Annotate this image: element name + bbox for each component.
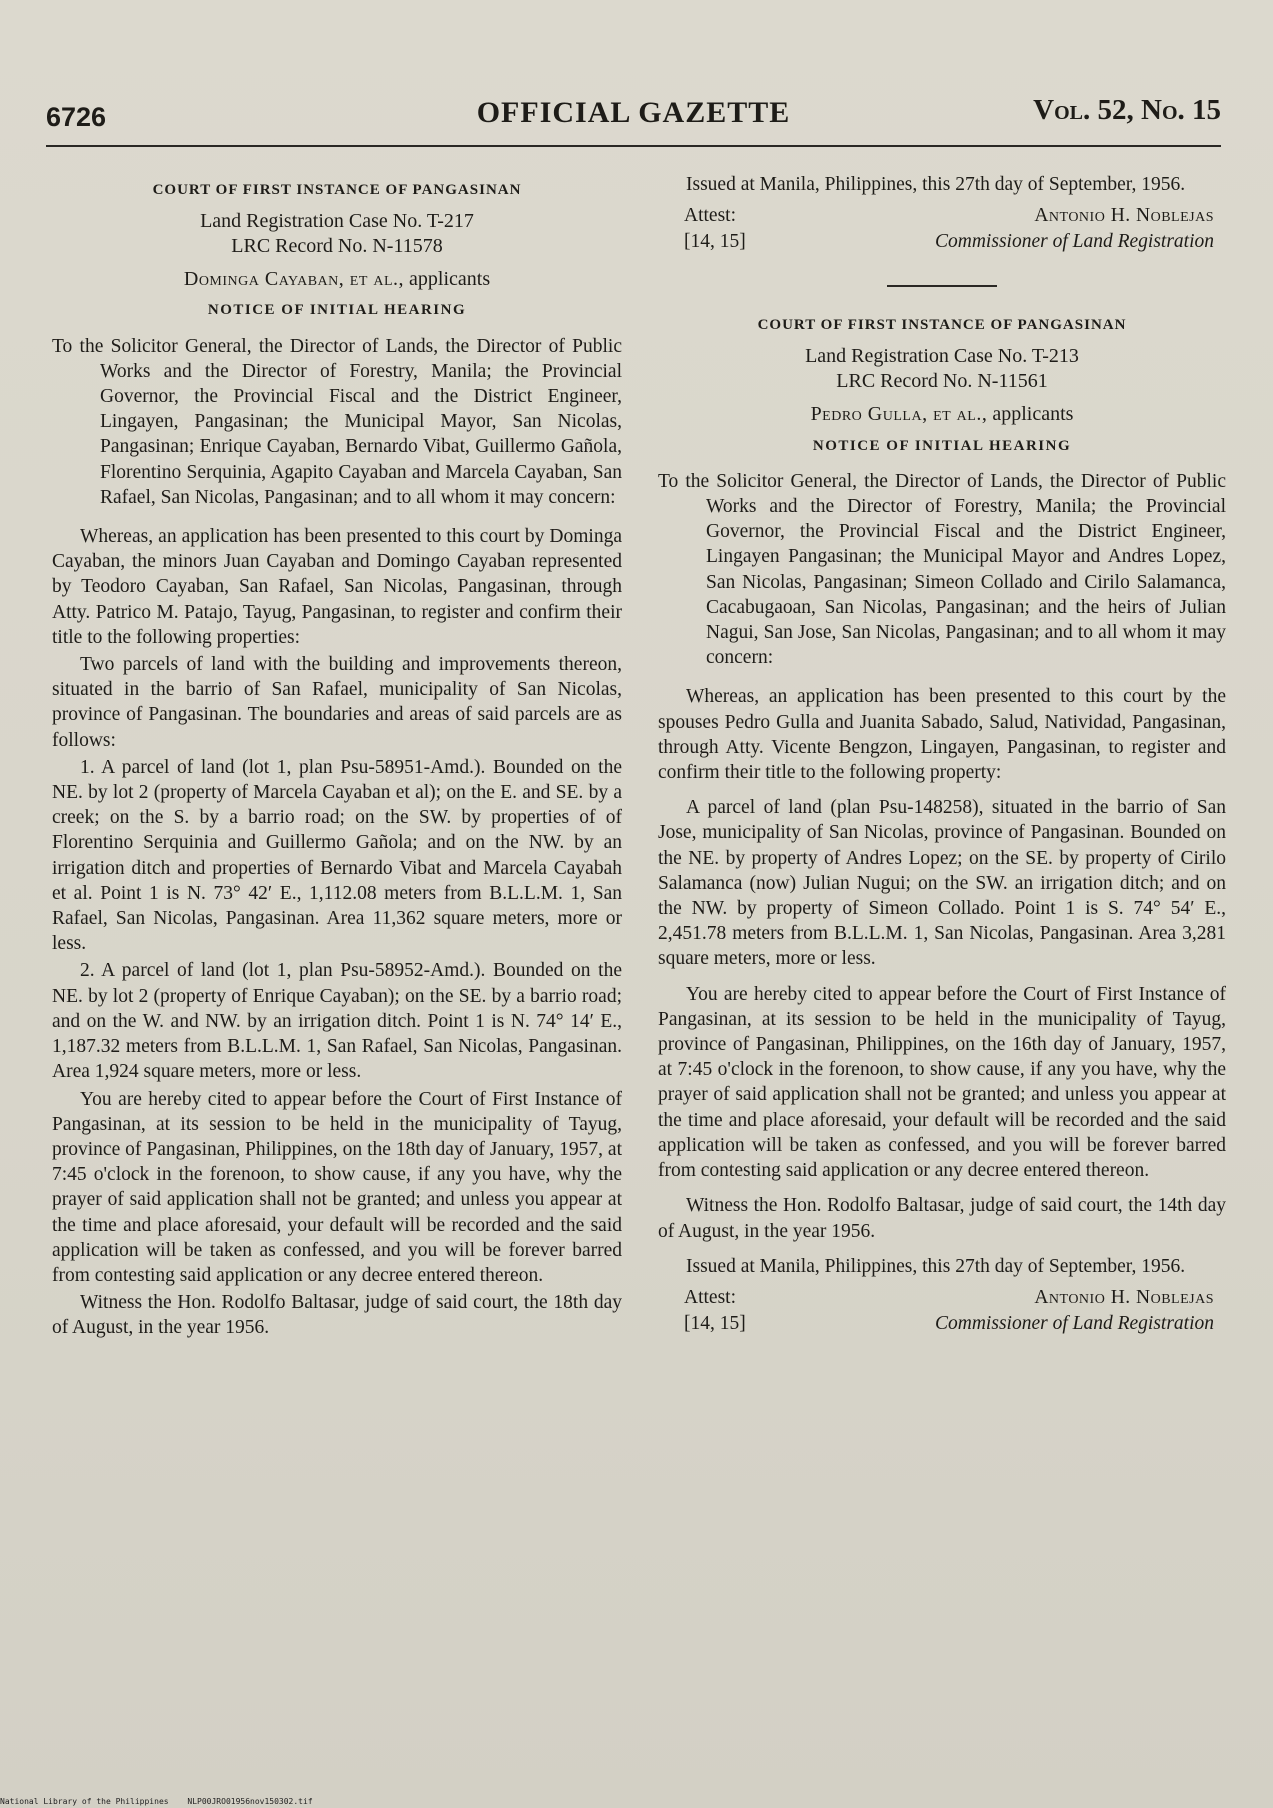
- parcel-2-paragraph: 2. A parcel of land (lot 1, plan Psu-58952-Amd.). Bounded on the NE. by lot 2 (property of Enrique Cayaban); on the SE. by a barrio road; and on the W. and NW. by an irrigation ditch. Point 1 is N. 74° 14′ E., 1,187.32 meters from B.L.L.M. 1, San Rafael, San Nicolas, Pangasinan. Area 1,924 square meters, more or less.: [52, 960, 622, 1083]
- issue-reference: [14, 15]: [684, 1312, 746, 1334]
- issued-paragraph-top: Issued at Manila, Philippines, this 27th day of September, 1956.: [686, 174, 1186, 195]
- notice-title: NOTICE OF INITIAL HEARING: [812, 437, 1072, 454]
- section-divider: [887, 285, 997, 287]
- page-header: [46, 90, 1221, 140]
- attest-block-top: [658, 203, 1226, 255]
- court-heading: COURT OF FIRST INSTANCE OF PANGASINAN: [757, 317, 1127, 334]
- attest-label: Attest:: [684, 205, 736, 227]
- signatory-name: Antonio H. Noblejas: [1034, 205, 1214, 227]
- addressee-paragraph: To the Solicitor General, the Director of Lands, the Director of Public Works and the Director of Forestry, Manila; the Provincial Governor, the Provincial Fiscal and the District Engineer, Lingayen Pangasinan; the Municipal Mayor and Andres Lopez, San Nicolas, Pangasinan; Simeon Collado and Cirilo Salamanca, Cacabugaoan, San Nicolas, Pangasinan; and the heirs of Julian Nagui, San Jose, San Nicolas, Pangasinan; and to all whom it may concern:: [658, 470, 1226, 669]
- volume-number: Vol. 52, No. 15: [1033, 94, 1221, 126]
- whereas-paragraph: Whereas, an application has been presented to this court by the spouses Pedro Gulla and Juanita Sabado, Salud, Natividad, Pangasinan, through Atty. Vicente Bengzon, Lingayen, Pangasinan, to register and confirm their title to the following property:: [658, 686, 1226, 784]
- attest-label: Attest:: [684, 1286, 736, 1308]
- issued-paragraph-bottom: Issued at Manila, Philippines, this 27th day of September, 1956.: [686, 1255, 1186, 1277]
- whereas-paragraph: Whereas, an application has been presented to this court by Dominga Cayaban, the minors Juan Cayaban and Domingo Cayaban represented by Teodoro Cayaban, San Rafael, San Nicolas, Pangasinan, through Atty. Patrico M. Patajo, Tayug, Pangasinan, to register and confirm their title to the following properties:: [52, 526, 622, 648]
- header-rule: [46, 145, 1221, 147]
- record-number: LRC Record No. N-11578: [231, 235, 443, 258]
- court-heading: COURT OF FIRST INSTANCE OF PANGASINAN: [152, 182, 522, 198]
- page-number: 6726: [46, 102, 107, 132]
- applicants-line: [658, 402, 1226, 427]
- parcel-paragraph: A parcel of land (plan Psu-148258), situated in the barrio of San Jose, municipality of San Nicolas, province of Pangasinan. Bounded on the NE. by property of Andres Lopez; on the SE. by property of Cirilo Salamanca (now) Julian Nugui; on the SW. an irrigation ditch; and on the NW. by property of Simeon Collado. Point 1 is S. 74° 54′ E., 2,451.78 meters from B.L.L.M. 1, San Nicolas, Pangasinan. Area 3,281 square meters, more or less.: [658, 797, 1226, 970]
- applicant-names: Dominga Cayaban, et al.,: [183, 268, 405, 291]
- parcel-1-paragraph: 1. A parcel of land (lot 1, plan Psu-58951-Amd.). Bounded on the NE. by lot 2 (property of Marcela Cayaban et al); on the E. and SE. by a creek; on the S. by a barrio road; on the SW. by properties of of Florentino Serquinia and Guillermo Gañola; and on the NW. by an irrigation ditch and properties of Bernardo Vibat and Marcela Cayabah et al. Point 1 is N. 73° 42′ E., 1,112.08 meters from B.L.L.M. 1, San Rafael, San Nicolas, Pangasinan. Area 11,362 square meters, more or less.: [52, 756, 622, 955]
- signatory-title: Commissioner of Land Registration: [935, 1312, 1214, 1334]
- parcels-intro-paragraph: Two parcels of land with the building and improvements thereon, situated in the barrio of San Rafael, municipality of San Nicolas, province of Pangasinan. The boundaries and areas of said parcels are as follows:: [52, 654, 622, 751]
- left-column: [52, 172, 622, 1343]
- cited-paragraph: You are hereby cited to appear before the Court of First Instance of Pangasinan, at its session to be held in the municipality of Tayug, province of Pangasinan, Philippines, on the 18th day of January, 1957, at 7:45 o'clock in the forenoon, to show cause, if any you have, why the prayer of said application shall not be granted; and unless you appear at the time and place aforesaid, your default will be recorded and the said application will be taken as confessed, and you will be forever barred from contesting said application or any decree entered thereon.: [52, 1088, 622, 1286]
- right-column: [658, 172, 1226, 1337]
- applicants-suffix: applicants: [992, 403, 1074, 426]
- applicants-line: [52, 267, 622, 292]
- applicant-names: Pedro Gulla, et al.,: [810, 403, 988, 426]
- library-name: National Library of the Philippines: [0, 1797, 169, 1806]
- witness-paragraph: Witness the Hon. Rodolfo Baltasar, judge of said court, the 18th day of August, in the year 1956.: [52, 1292, 622, 1339]
- addressee-paragraph: To the Solicitor General, the Director of Lands, the Director of Public Works and the Director of Forestry, Manila; the Provincial Governor, the Provincial Fiscal and the District Engineer, Lingayen, Pangasinan; the Municipal Mayor, San Nicolas, Pangasinan; Enrique Cayaban, Bernardo Vibat, Guillermo Gañola, Florentino Serquinia, Agapito Cayaban and Marcela Cayaban, San Rafael, San Nicolas, Pangasinan; and to all whom it may concern:: [52, 335, 622, 508]
- case-number: Land Registration Case No. T-213: [805, 345, 1079, 368]
- signatory-title: Commissioner of Land Registration: [935, 231, 1214, 253]
- signatory-name: Antonio H. Noblejas: [1034, 1286, 1214, 1308]
- issue-reference: [14, 15]: [684, 231, 746, 253]
- notice-title: NOTICE OF INITIAL HEARING: [207, 302, 467, 319]
- attest-block-bottom: [658, 1285, 1226, 1337]
- publication-title: OFFICIAL GAZETTE: [476, 96, 791, 129]
- scan-filename: NLP00JRO01956nov150302.tif: [187, 1797, 313, 1806]
- cited-paragraph: You are hereby cited to appear before the Court of First Instance of Pangasinan, at its session to be held in the municipality of Tayug, province of Pangasinan, Philippines, on the 16th day of January, 1957, at 7:45 o'clock in the forenoon, to show cause, if any you have, why the prayer of said application shall not be granted; and unless you appear at the time and place aforesaid, your default will be recorded and the said application will be taken as confessed, and you will be forever barred from contesting said application or any decree entered thereon.: [658, 983, 1226, 1182]
- record-number: LRC Record No. N-11561: [836, 370, 1048, 393]
- witness-paragraph: Witness the Hon. Rodolfo Baltasar, judge of said court, the 14th day of August, in the year 1956.: [658, 1195, 1226, 1242]
- scan-footer: [0, 1797, 327, 1806]
- applicants-suffix: applicants: [409, 268, 491, 291]
- case-number: Land Registration Case No. T-217: [200, 210, 474, 233]
